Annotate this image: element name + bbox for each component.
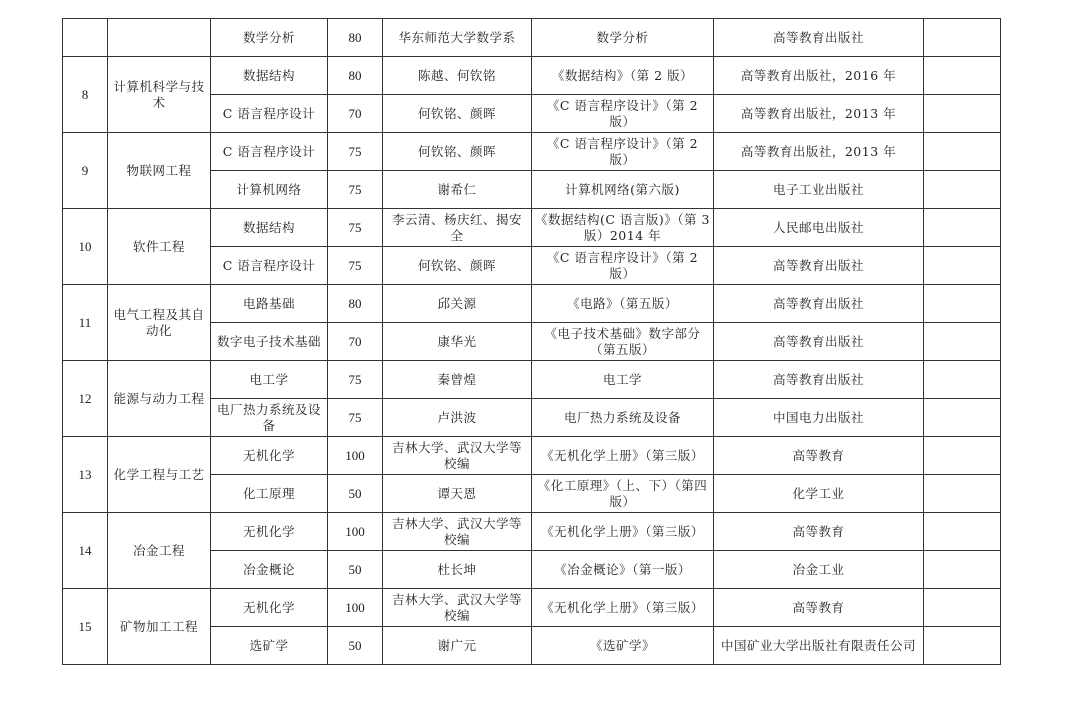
course-cell: 无机化学 [211,589,328,627]
score-cell: 50 [328,551,383,589]
publisher-cell: 高等教育出版社 [714,361,924,399]
author-cell: 杜长坤 [383,551,532,589]
course-cell: C 语言程序设计 [211,133,328,171]
major-cell [108,19,211,57]
publisher-cell: 人民邮电出版社 [714,209,924,247]
score-cell: 50 [328,627,383,665]
remarks-cell [924,323,1001,361]
row-number-cell: 11 [63,285,108,361]
course-cell: 电路基础 [211,285,328,323]
major-cell: 矿物加工工程 [108,589,211,665]
book-cell: 计算机网络(第六版) [532,171,714,209]
book-cell: 《无机化学上册》（第三版） [532,589,714,627]
remarks-cell [924,361,1001,399]
publisher-cell: 高等教育出版社，2013 年 [714,95,924,133]
book-cell: 《数据结构》（第 2 版） [532,57,714,95]
book-cell: 《化工原理》（上、下）（第四版） [532,475,714,513]
table-row [63,57,1001,95]
author-cell: 陈越、何钦铭 [383,57,532,95]
score-cell: 100 [328,513,383,551]
course-cell: 无机化学 [211,437,328,475]
row-number-cell: 13 [63,437,108,513]
book-cell: 《电子技术基础》数字部分（第五版） [532,323,714,361]
course-cell: 计算机网络 [211,171,328,209]
score-cell: 100 [328,437,383,475]
remarks-cell [924,475,1001,513]
table-row [63,437,1001,475]
publisher-cell: 高等教育 [714,513,924,551]
remarks-cell [924,513,1001,551]
author-cell: 吉林大学、武汉大学等校编 [383,437,532,475]
course-cell: 化工原理 [211,475,328,513]
row-number-cell: 8 [63,57,108,133]
course-cell: 数据结构 [211,209,328,247]
row-number-cell: 10 [63,209,108,285]
course-cell: 数据结构 [211,57,328,95]
major-cell: 电气工程及其自动化 [108,285,211,361]
course-cell: 数学分析 [211,19,328,57]
course-cell: C 语言程序设计 [211,95,328,133]
remarks-cell [924,57,1001,95]
score-cell: 80 [328,57,383,95]
remarks-cell [924,589,1001,627]
book-cell: 数学分析 [532,19,714,57]
author-cell: 李云清、杨庆红、揭安全 [383,209,532,247]
table-row [63,285,1001,323]
course-cell: 电工学 [211,361,328,399]
book-cell: 电工学 [532,361,714,399]
score-cell: 75 [328,209,383,247]
book-cell: 《C 语言程序设计》（第 2 版） [532,95,714,133]
major-cell: 软件工程 [108,209,211,285]
book-cell: 《无机化学上册》（第三版） [532,513,714,551]
author-cell: 何钦铭、颜晖 [383,247,532,285]
score-cell: 75 [328,171,383,209]
course-cell: 冶金概论 [211,551,328,589]
publisher-cell: 高等教育 [714,589,924,627]
remarks-cell [924,19,1001,57]
publisher-cell: 高等教育出版社 [714,247,924,285]
score-cell: 80 [328,285,383,323]
remarks-cell [924,285,1001,323]
book-cell: 《C 语言程序设计》（第 2 版） [532,247,714,285]
publisher-cell: 中国电力出版社 [714,399,924,437]
row-number-cell: 12 [63,361,108,437]
remarks-cell [924,627,1001,665]
course-cell: C 语言程序设计 [211,247,328,285]
score-cell: 75 [328,361,383,399]
table-row [63,133,1001,171]
table-row [63,361,1001,399]
exam-reference-table [62,18,1001,665]
course-cell: 电厂热力系统及设备 [211,399,328,437]
publisher-cell: 化学工业 [714,475,924,513]
score-cell: 80 [328,19,383,57]
book-cell: 电厂热力系统及设备 [532,399,714,437]
table-row [63,209,1001,247]
remarks-cell [924,95,1001,133]
major-cell: 计算机科学与技术 [108,57,211,133]
publisher-cell: 冶金工业 [714,551,924,589]
score-cell: 75 [328,133,383,171]
author-cell: 华东师范大学数学系 [383,19,532,57]
author-cell: 谢希仁 [383,171,532,209]
table-row [63,513,1001,551]
book-cell: 《无机化学上册》（第三版） [532,437,714,475]
publisher-cell: 高等教育出版社 [714,19,924,57]
author-cell: 卢洪波 [383,399,532,437]
book-cell: 《冶金概论》（第一版） [532,551,714,589]
table-row [63,19,1001,57]
remarks-cell [924,133,1001,171]
major-cell: 冶金工程 [108,513,211,589]
author-cell: 康华光 [383,323,532,361]
publisher-cell: 高等教育出版社，2013 年 [714,133,924,171]
row-number-cell: 15 [63,589,108,665]
table-row [63,589,1001,627]
book-cell: 《C 语言程序设计》（第 2 版） [532,133,714,171]
author-cell: 邱关源 [383,285,532,323]
remarks-cell [924,399,1001,437]
remarks-cell [924,171,1001,209]
author-cell: 何钦铭、颜晖 [383,95,532,133]
score-cell: 100 [328,589,383,627]
row-number-cell: 14 [63,513,108,589]
row-number-cell: 9 [63,133,108,209]
publisher-cell: 高等教育出版社 [714,323,924,361]
score-cell: 50 [328,475,383,513]
score-cell: 70 [328,95,383,133]
remarks-cell [924,247,1001,285]
author-cell: 谢广元 [383,627,532,665]
remarks-cell [924,551,1001,589]
book-cell: 《数据结构(C 语言版)》（第 3 版）2014 年 [532,209,714,247]
major-cell: 物联网工程 [108,133,211,209]
publisher-cell: 高等教育出版社，2016 年 [714,57,924,95]
author-cell: 吉林大学、武汉大学等校编 [383,589,532,627]
remarks-cell [924,437,1001,475]
course-cell: 选矿学 [211,627,328,665]
author-cell: 吉林大学、武汉大学等校编 [383,513,532,551]
book-cell: 《选矿学》 [532,627,714,665]
author-cell: 秦曾煌 [383,361,532,399]
publisher-cell: 中国矿业大学出版社有限责任公司 [714,627,924,665]
publisher-cell: 电子工业出版社 [714,171,924,209]
author-cell: 何钦铭、颜晖 [383,133,532,171]
publisher-cell: 高等教育出版社 [714,285,924,323]
score-cell: 70 [328,323,383,361]
score-cell: 75 [328,399,383,437]
author-cell: 谭天恩 [383,475,532,513]
remarks-cell [924,209,1001,247]
major-cell: 化学工程与工艺 [108,437,211,513]
book-cell: 《电路》（第五版） [532,285,714,323]
publisher-cell: 高等教育 [714,437,924,475]
score-cell: 75 [328,247,383,285]
major-cell: 能源与动力工程 [108,361,211,437]
row-number-cell [63,19,108,57]
course-cell: 数字电子技术基础 [211,323,328,361]
course-cell: 无机化学 [211,513,328,551]
